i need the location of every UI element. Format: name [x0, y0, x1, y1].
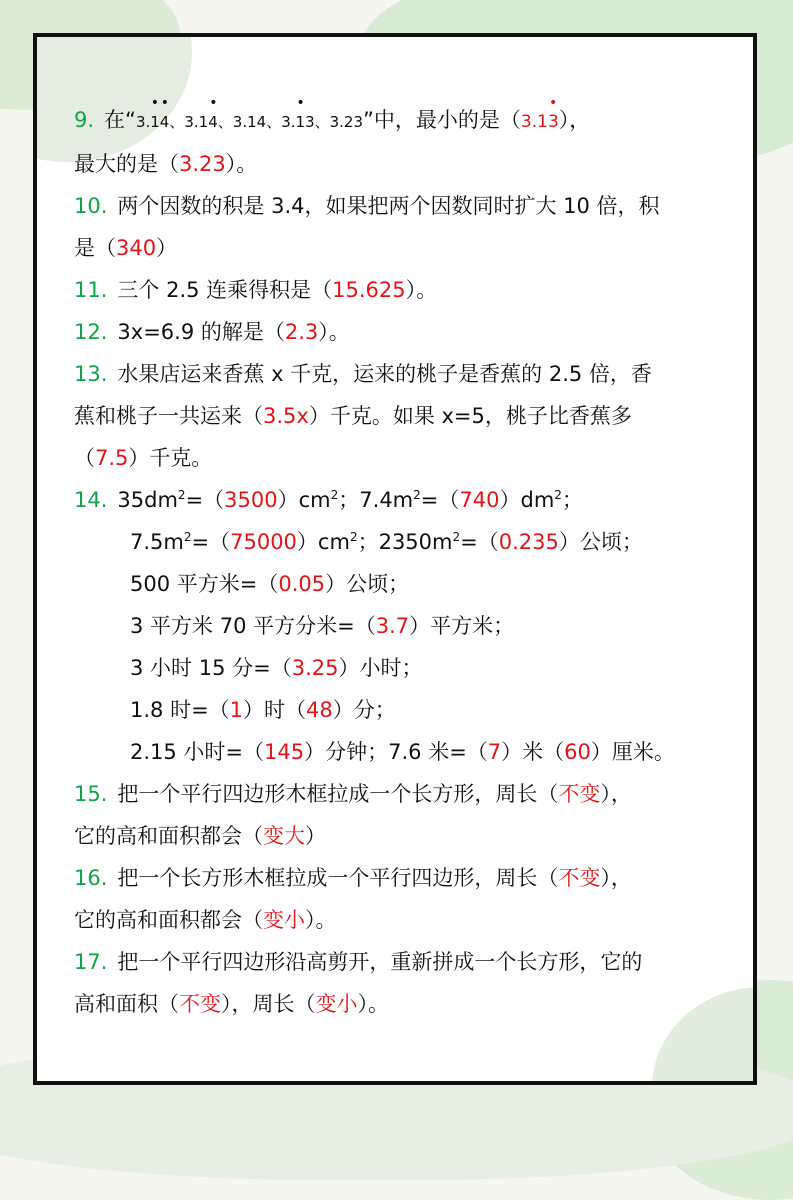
question-13-line-2: 蕉和桃子一共运来（3.5x）千克。如果 x=5，桃子比香蕉多	[74, 404, 632, 428]
answer: 变小	[315, 992, 358, 1016]
question-11: 11. 三个 2.5 连乘得积是（15.625）。	[74, 278, 438, 302]
answer: 340	[116, 236, 157, 260]
question-14-row-2: $7.5m^2=(75000)cm^2$；$2350m^2=(0.235)$公顷；	[130, 530, 643, 554]
question-number: 11.	[74, 278, 108, 302]
answer: 60	[564, 740, 591, 764]
question-number: 12.	[74, 320, 108, 344]
question-14-row-4: 3 平方米 70 平方分米=（3.7）平方米；	[130, 614, 515, 638]
question-16-line-1: 16. 把一个长方形木框拉成一个平行四边形，周长（不变），	[74, 866, 632, 890]
answer: 3.1 • 3	[520, 95, 559, 132]
answer: 7	[487, 740, 502, 764]
question-number: 10.	[74, 194, 108, 218]
question-15-line-1: 15. 把一个平行四边形木框拉成一个长方形，周长（不变），	[74, 782, 632, 806]
answer: 740	[459, 488, 500, 512]
answer: 不变	[558, 866, 601, 890]
question-10-line-1: 10. 两个因数的积是 3.4，如果把两个因数同时扩大 10 倍，积	[74, 194, 660, 218]
answer: 3500	[224, 488, 278, 512]
question-number: 16.	[74, 866, 108, 890]
answer: 2.3	[284, 320, 319, 344]
answer: 7.5	[95, 446, 129, 470]
question-number: 9.	[74, 108, 95, 132]
answer: 变大	[263, 824, 305, 848]
answer: 0.235	[498, 530, 559, 554]
question-number: 14.	[74, 488, 108, 512]
answer: 15.625	[332, 278, 406, 302]
question-14-row-6: 1.8 时=（1）时（48）分；	[130, 698, 396, 722]
answer: 75000	[230, 530, 297, 554]
question-17-line-2: 高和面积（不变），周长（变小）。	[74, 992, 389, 1016]
worksheet-frame	[33, 33, 757, 1085]
repeating-dot: •	[150, 95, 160, 111]
question-number: 17.	[74, 950, 108, 974]
question-16-line-2: 它的高和面积都会（变小）。	[74, 908, 337, 932]
question-number: 15.	[74, 782, 108, 806]
answer: 48	[306, 698, 333, 722]
question-9-line-1: 9. 在“3.1 • • 4、3.1 • 4、3.14、3. • 13、3.23”中，最小的是（3.1 • 3），	[74, 95, 591, 132]
answer-list	[74, 95, 734, 1025]
answer: 不变	[179, 992, 221, 1016]
question-17-line-1: 17. 把一个平行四边形沿高剪开，重新拼成一个长方形，它的	[74, 950, 643, 974]
question-number: 13.	[74, 362, 108, 386]
question-15-line-2: 它的高和面积都会（变大）	[74, 824, 326, 848]
answer: 变小	[263, 908, 305, 932]
answer: 145	[264, 740, 305, 764]
question-14-row-3: 500 平方米=（0.05）公顷；	[130, 572, 410, 596]
repeating-dot: •	[160, 95, 170, 111]
answer: 3.5x	[263, 404, 309, 428]
repeating-dot: •	[548, 95, 558, 111]
repeating-dot: •	[209, 95, 218, 111]
question-13-line-3: （7.5）千克。	[74, 446, 213, 470]
question-10-line-2: 是（340）	[74, 236, 178, 260]
question-14-row-1: 14. $35dm^2=(3500)cm^2$；$7.4m^2=(740)dm^2$；	[74, 488, 583, 512]
question-14-row-5: 3 小时 15 分=（3.25）小时；	[130, 656, 423, 680]
question-14-row-7: 2.15 小时=（145）分钟；7.6 米=（7）米（60）厘米。	[130, 740, 675, 764]
answer: 不变	[558, 782, 601, 806]
question-9-line-2: 最大的是（3.23）。	[74, 152, 258, 176]
answer: 1	[229, 698, 244, 722]
question-12: 12. 3x=6.9 的解是（2.3）。	[74, 320, 350, 344]
question-13-line-1: 13. 水果店运来香蕉 x 千克，运来的桃子是香蕉的 2.5 倍，香	[74, 362, 652, 386]
answer: 3.7	[375, 614, 410, 638]
decimal-list: 3.1 • • 4、3.1 • 4、3.14、3. • 13、3.23	[135, 95, 364, 131]
answer: 3.23	[179, 152, 226, 176]
repeating-dot: •	[296, 95, 305, 111]
answer: 3.25	[291, 656, 339, 680]
answer: 0.05	[278, 572, 326, 596]
